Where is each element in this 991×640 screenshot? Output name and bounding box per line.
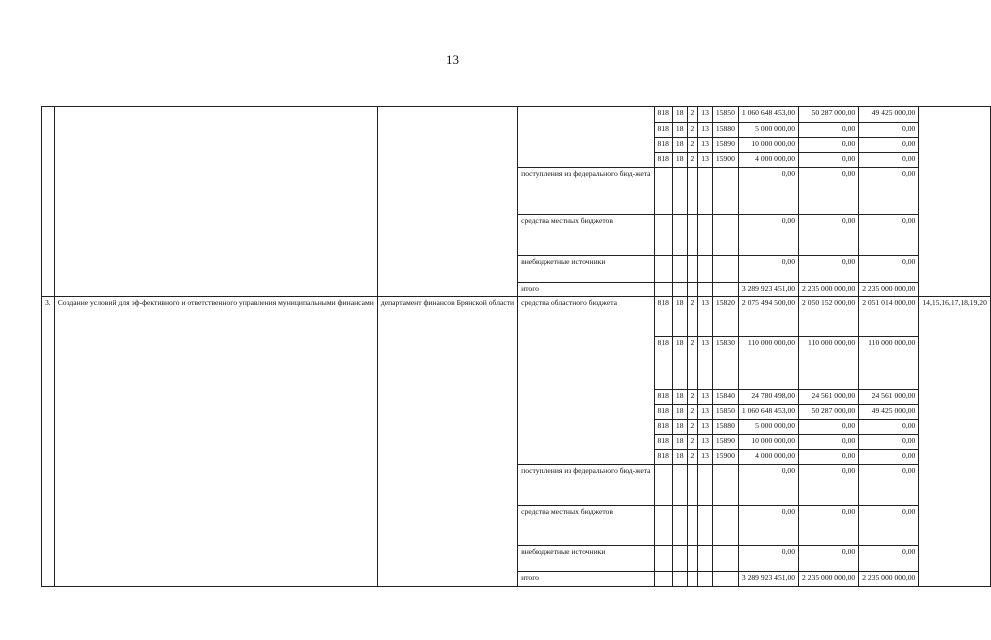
value-cell: 5 000 000,00 [738, 420, 798, 435]
value-cell: 110 000 000,00 [799, 337, 859, 390]
code-cell: 2 [687, 123, 698, 138]
indicators-cell: 14,15,16,17,18,19,20 [919, 297, 991, 587]
value-cell: 0,00 [799, 465, 859, 506]
value-cell: 0,00 [859, 256, 919, 283]
value-cell: 0,00 [859, 153, 919, 168]
source-label: поступления из федерального бюд-жета [518, 465, 654, 506]
value-cell: 0,00 [859, 435, 919, 450]
code-cell: 18 [672, 153, 687, 168]
code-cell: 13 [698, 297, 713, 337]
code-cell: 13 [698, 337, 713, 390]
code-cell: 18 [672, 435, 687, 450]
value-cell: 10 000 000,00 [738, 435, 798, 450]
value-cell: 0,00 [799, 256, 859, 283]
value-cell: 4 000 000,00 [738, 450, 798, 465]
code-cell: 2 [687, 297, 698, 337]
code-cell: 2 [687, 138, 698, 153]
value-cell: 10 000 000,00 [738, 138, 798, 153]
code-cell: 2 [687, 390, 698, 405]
value-cell: 0,00 [859, 168, 919, 215]
code-cell: 18 [672, 138, 687, 153]
page-number: 13 [446, 52, 459, 67]
code-cell: 15850 [712, 107, 738, 123]
code-cell: 818 [654, 420, 672, 435]
indicators-cell [919, 107, 991, 297]
code-cell: 13 [698, 420, 713, 435]
code-cell: 15900 [712, 153, 738, 168]
code-cell: 2 [687, 153, 698, 168]
value-cell: 0,00 [859, 450, 919, 465]
value-cell: 0,00 [799, 546, 859, 572]
code-cell: 818 [654, 390, 672, 405]
code-cell: 18 [672, 123, 687, 138]
value-cell: 0,00 [799, 420, 859, 435]
total-value-cell: 3 289 923 451,00 [738, 283, 798, 297]
source-label: поступления из федерального бюд-жета [518, 168, 654, 215]
item-executor: департамент финансов Брянской области [377, 297, 517, 587]
source-label: внебюджетные источники [518, 256, 654, 283]
source-label: итого [518, 572, 654, 587]
code-cell: 13 [698, 153, 713, 168]
value-cell: 49 425 000,00 [859, 107, 919, 123]
code-cell: 13 [698, 435, 713, 450]
total-value-cell: 2 235 000 000,00 [799, 283, 859, 297]
value-cell: 110 000 000,00 [859, 337, 919, 390]
code-cell: 15850 [712, 405, 738, 420]
code-cell: 13 [698, 123, 713, 138]
value-cell: 2 075 494 500,00 [738, 297, 798, 337]
table-row [42, 107, 991, 123]
value-cell: 50 287 000,00 [799, 107, 859, 123]
value-cell: 0,00 [799, 450, 859, 465]
code-cell: 18 [672, 337, 687, 390]
value-cell: 0,00 [859, 123, 919, 138]
code-cell: 18 [672, 405, 687, 420]
code-cell: 2 [687, 450, 698, 465]
code-cell: 2 [687, 405, 698, 420]
code-cell: 818 [654, 123, 672, 138]
code-cell: 818 [654, 337, 672, 390]
num-cell [42, 107, 55, 297]
name-cell [54, 107, 377, 297]
code-cell: 818 [654, 435, 672, 450]
code-cell: 18 [672, 420, 687, 435]
code-cell: 818 [654, 107, 672, 123]
budget-table [41, 106, 991, 587]
source-label: средства местных бюджетов [518, 215, 654, 256]
code-cell: 818 [654, 450, 672, 465]
total-value-cell: 3 289 923 451,00 [738, 572, 798, 587]
code-cell: 2 [687, 107, 698, 123]
value-cell: 0,00 [799, 123, 859, 138]
code-cell: 15890 [712, 138, 738, 153]
value-cell: 0,00 [738, 256, 798, 283]
code-cell: 13 [698, 405, 713, 420]
total-value-cell: 2 235 000 000,00 [799, 572, 859, 587]
code-cell: 15820 [712, 297, 738, 337]
value-cell: 0,00 [859, 546, 919, 572]
code-cell: 2 [687, 420, 698, 435]
source-cell [518, 107, 654, 168]
code-cell: 13 [698, 107, 713, 123]
value-cell: 0,00 [799, 168, 859, 215]
code-cell: 18 [672, 107, 687, 123]
value-cell: 24 561 000,00 [799, 390, 859, 405]
code-cell: 15840 [712, 390, 738, 405]
value-cell: 5 000 000,00 [738, 123, 798, 138]
code-cell: 15880 [712, 123, 738, 138]
code-cell: 13 [698, 390, 713, 405]
code-cell: 13 [698, 450, 713, 465]
source-label: внебюджетные источники [518, 546, 654, 572]
code-cell: 2 [687, 337, 698, 390]
code-cell: 18 [672, 450, 687, 465]
value-cell: 0,00 [738, 506, 798, 546]
value-cell: 24 561 000,00 [859, 390, 919, 405]
code-cell: 15900 [712, 450, 738, 465]
code-cell: 15890 [712, 435, 738, 450]
value-cell: 1 060 648 453,00 [738, 405, 798, 420]
value-cell: 50 287 000,00 [799, 405, 859, 420]
code-cell: 13 [698, 138, 713, 153]
value-cell: 24 780 498,00 [738, 390, 798, 405]
code-cell: 2 [687, 435, 698, 450]
code-cell: 818 [654, 153, 672, 168]
value-cell: 0,00 [859, 465, 919, 506]
value-cell: 0,00 [859, 506, 919, 546]
total-value-cell: 2 235 000 000,00 [859, 283, 919, 297]
code-cell: 18 [672, 297, 687, 337]
total-value-cell: 2 235 000 000,00 [859, 572, 919, 587]
value-cell: 0,00 [859, 138, 919, 153]
executor-cell [377, 107, 517, 297]
value-cell: 0,00 [799, 506, 859, 546]
item-number: 3. [42, 297, 55, 587]
source-label: итого [518, 283, 654, 297]
value-cell: 1 060 648 453,00 [738, 107, 798, 123]
code-cell: 15880 [712, 420, 738, 435]
value-cell: 0,00 [738, 465, 798, 506]
code-cell: 18 [672, 390, 687, 405]
source-label: средства местных бюджетов [518, 506, 654, 546]
value-cell: 2 051 014 000,00 [859, 297, 919, 337]
source-label: средства областного бюджета [518, 297, 654, 465]
code-cell: 818 [654, 405, 672, 420]
value-cell: 0,00 [799, 138, 859, 153]
value-cell: 4 000 000,00 [738, 153, 798, 168]
code-cell: 818 [654, 138, 672, 153]
value-cell: 2 050 152 000,00 [799, 297, 859, 337]
value-cell: 0,00 [738, 215, 798, 256]
value-cell: 0,00 [799, 153, 859, 168]
value-cell: 0,00 [738, 168, 798, 215]
item-name: Создание условий для эф-фективного и ответственного управления муниципальными финансами [54, 297, 377, 587]
table-row [42, 297, 991, 337]
value-cell: 110 000 000,00 [738, 337, 798, 390]
value-cell: 0,00 [738, 546, 798, 572]
value-cell: 0,00 [799, 215, 859, 256]
value-cell: 49 425 000,00 [859, 405, 919, 420]
code-cell: 15830 [712, 337, 738, 390]
value-cell: 0,00 [859, 420, 919, 435]
code-cell: 818 [654, 297, 672, 337]
value-cell: 0,00 [799, 435, 859, 450]
value-cell: 0,00 [859, 215, 919, 256]
